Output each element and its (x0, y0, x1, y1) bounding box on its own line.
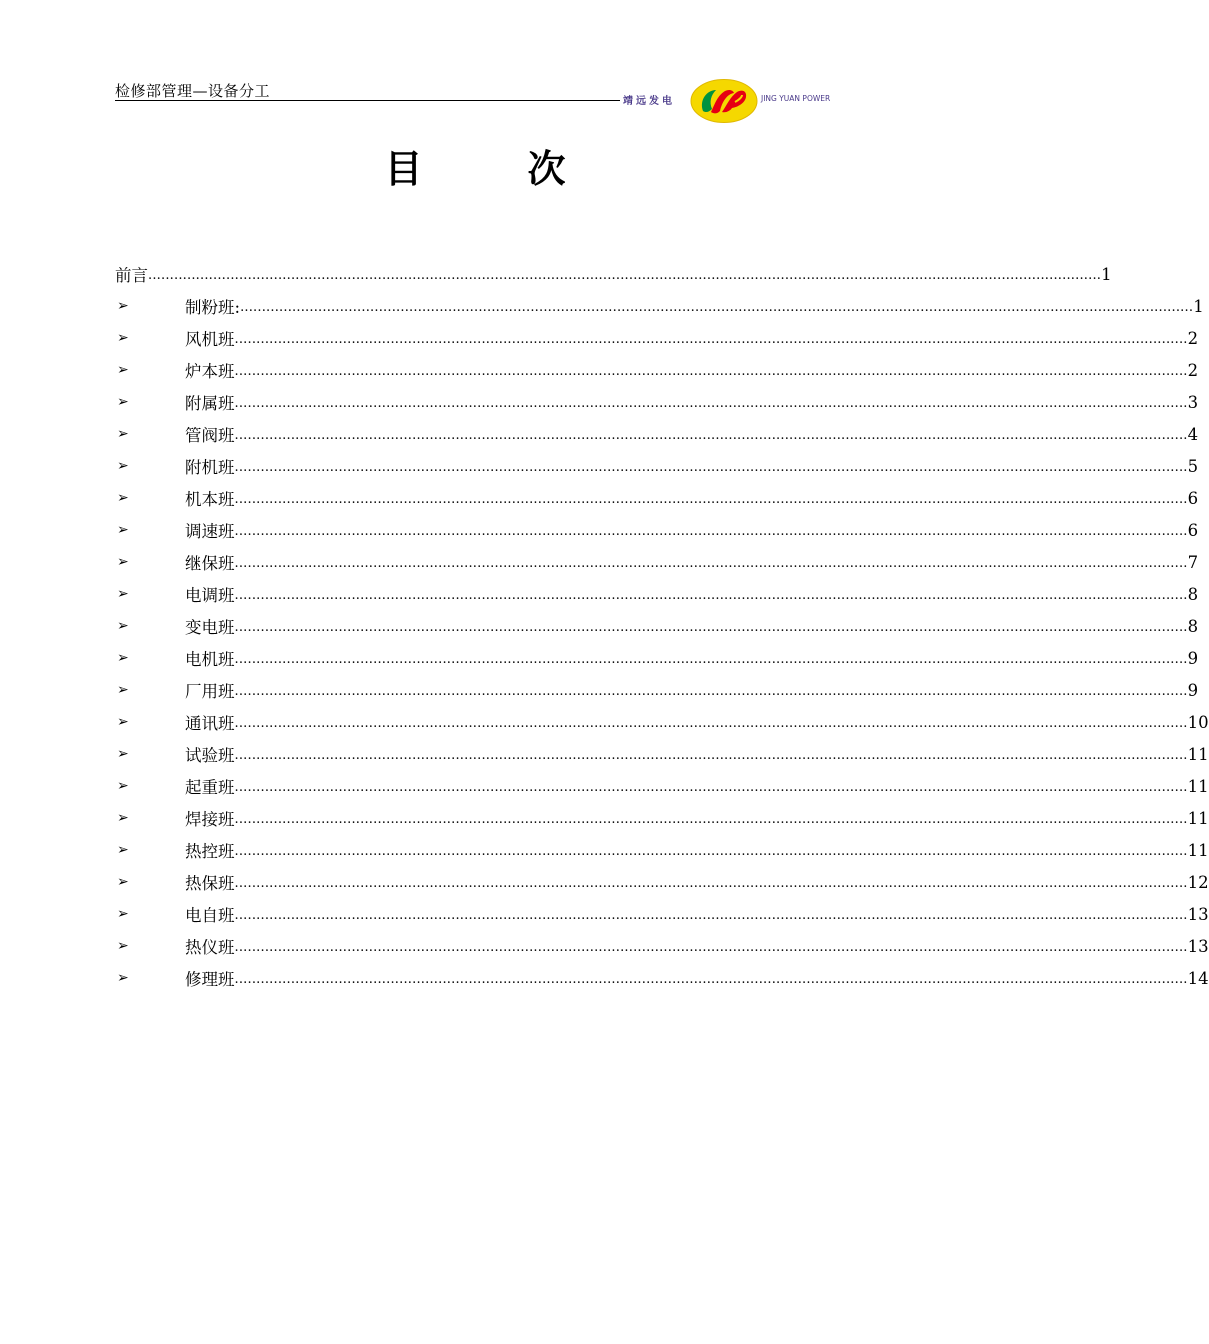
toc-entry-page: 3 (1187, 392, 1199, 412)
toc-entry-label[interactable]: 调速班 (185, 522, 235, 541)
toc-entry-label[interactable]: 热仪班 (185, 938, 235, 957)
bullet-arrow-icon: ➢ (117, 842, 129, 858)
toc-leader-dots: ............................................................................................................................................................................................................................ (234, 363, 1188, 379)
bullet-arrow-icon: ➢ (117, 426, 129, 442)
toc-entry-page: 2 (1187, 328, 1199, 348)
bullet-arrow-icon: ➢ (117, 682, 129, 698)
toc-entry-page: 14 (1187, 968, 1209, 988)
toc-entry-label[interactable]: 起重班 (185, 778, 235, 797)
toc-leader-dots: ............................................................................................................................................................................................................................ (234, 843, 1188, 859)
toc-leader-dots: ............................................................................................................................................................................................................................ (234, 779, 1188, 795)
toc-entry[interactable] (115, 738, 1209, 770)
header-title: 检修部管理—设备分工 (115, 82, 271, 100)
title-char-1: 目 (384, 146, 423, 191)
bullet-arrow-icon: ➢ (117, 522, 129, 538)
toc-entry-label[interactable]: 热保班 (185, 874, 235, 893)
bullet-arrow-icon: ➢ (117, 650, 129, 666)
bullet-arrow-icon: ➢ (117, 394, 129, 410)
toc-leader-dots: ............................................................................................................................................................................................................................ (234, 747, 1188, 763)
toc-entry-label[interactable]: 附机班 (185, 458, 235, 477)
toc-entry-page: 9 (1187, 648, 1199, 668)
toc-entry[interactable] (115, 610, 1199, 642)
bullet-arrow-icon: ➢ (117, 746, 129, 762)
bullet-arrow-icon: ➢ (117, 586, 129, 602)
toc-entry-page: 7 (1187, 552, 1199, 572)
toc-leader-dots: ............................................................................................................................................................................................................................ (234, 907, 1188, 923)
toc-entry[interactable] (115, 386, 1199, 418)
toc-entry[interactable] (115, 706, 1209, 738)
toc-entry-page: 11 (1187, 840, 1209, 860)
company-logo (623, 78, 833, 124)
toc-leader-dots: ............................................................................................................................................................................................................................ (234, 395, 1188, 411)
toc-entry[interactable] (115, 418, 1199, 450)
toc-entry[interactable] (115, 450, 1199, 482)
toc-entry-page: 8 (1187, 616, 1199, 636)
toc-entry[interactable] (115, 898, 1209, 930)
toc-entry[interactable] (115, 354, 1199, 386)
bullet-arrow-icon: ➢ (117, 554, 129, 570)
toc-leader-dots: ............................................................................................................................................................................................................................ (234, 587, 1188, 603)
bullet-arrow-icon: ➢ (117, 714, 129, 730)
toc-entry-label[interactable]: 通讯班 (185, 714, 235, 733)
toc-entry-label[interactable]: 炉本班 (185, 362, 235, 381)
bullet-arrow-icon: ➢ (117, 778, 129, 794)
bullet-arrow-icon: ➢ (117, 458, 129, 474)
toc-entry-page: 4 (1187, 424, 1199, 444)
bullet-arrow-icon: ➢ (117, 810, 129, 826)
page-header (115, 78, 831, 128)
toc-leader-dots: ............................................................................................................................................................................................................................ (234, 619, 1188, 635)
toc-entry[interactable] (115, 322, 1199, 354)
toc-entry[interactable] (115, 770, 1209, 802)
toc-entry-label[interactable]: 制粉班: (185, 298, 241, 317)
toc-leader-dots: ............................................................................................................................................................................................................................ (234, 427, 1188, 443)
toc-entry-page: 9 (1187, 680, 1199, 700)
toc-leader-dots: ............................................................................................................................................................................................................................ (234, 971, 1188, 987)
bullet-arrow-icon: ➢ (117, 490, 129, 506)
toc-entry-label[interactable]: 附属班 (185, 394, 235, 413)
toc-entry-label[interactable]: 电自班 (185, 906, 235, 925)
toc-entry[interactable] (115, 514, 1199, 546)
toc-entry-page: 12 (1187, 872, 1209, 892)
toc-entry-page: 13 (1187, 936, 1209, 956)
toc-entry-preface[interactable] (115, 258, 1112, 290)
toc-entry-label[interactable]: 试验班 (185, 746, 235, 765)
toc-entry-page: 1 (1193, 296, 1204, 316)
toc-entry[interactable] (115, 802, 1209, 834)
toc-entry[interactable] (115, 834, 1209, 866)
toc-entry-label[interactable]: 热控班 (185, 842, 235, 861)
bullet-arrow-icon: ➢ (117, 970, 129, 986)
toc-entry-label[interactable]: 电调班 (185, 586, 235, 605)
toc-entry[interactable] (115, 674, 1199, 706)
bullet-arrow-icon: ➢ (117, 906, 129, 922)
logo-english-name: JING YUAN POWER (761, 94, 831, 103)
toc-entry-label[interactable]: 前言 (115, 266, 148, 285)
header-rule (115, 100, 620, 101)
toc-leader-dots: ............................................................................................................................................................................................................................ (234, 523, 1188, 539)
document-title (0, 138, 950, 193)
toc-entry-label[interactable]: 变电班 (185, 618, 235, 637)
toc-entry-label[interactable]: 管阀班 (185, 426, 235, 445)
toc-entry[interactable] (115, 642, 1199, 674)
toc-entry[interactable] (115, 930, 1209, 962)
toc-entry-label[interactable]: 修理班 (185, 970, 235, 989)
toc-entry-page: 13 (1187, 904, 1209, 924)
toc-entry[interactable] (115, 290, 1204, 322)
toc-entry-page: 2 (1187, 360, 1199, 380)
toc-entry-page: 5 (1187, 456, 1199, 476)
toc-entry-label[interactable]: 厂用班 (185, 682, 235, 701)
bullet-arrow-icon: ➢ (117, 874, 129, 890)
toc-entry[interactable] (115, 578, 1199, 610)
toc-entry-page: 11 (1187, 776, 1209, 796)
toc-leader-dots: ............................................................................................................................................................................................................................ (234, 459, 1188, 475)
toc-leader-dots: ............................................................................................................................................................................................................................ (234, 555, 1188, 571)
toc-entry-label[interactable]: 焊接班 (185, 810, 235, 829)
bullet-arrow-icon: ➢ (117, 618, 129, 634)
toc-leader-dots: ............................................................................................................................................................................................................................ (234, 683, 1188, 699)
toc-leader-dots: ............................................................................................................................................................................................................................ (234, 875, 1188, 891)
toc-entry-label[interactable]: 机本班 (185, 490, 235, 509)
toc-leader-dots: ............................................................................................................................................................................................................................ (234, 715, 1188, 731)
toc-leader-dots: ............................................................................................................................................................................................................................ (234, 651, 1188, 667)
toc-entry[interactable] (115, 546, 1199, 578)
toc-entry[interactable] (115, 962, 1209, 994)
bullet-arrow-icon: ➢ (117, 362, 129, 378)
bullet-arrow-icon: ➢ (117, 938, 129, 954)
toc-entry-page: 11 (1187, 744, 1209, 764)
toc-entry-page: 11 (1187, 808, 1209, 828)
toc-leader-dots: ............................................................................................................................................................................................................................ (234, 491, 1188, 507)
toc-entry-label[interactable]: 风机班 (185, 330, 235, 349)
toc-entry[interactable] (115, 482, 1199, 514)
bullet-arrow-icon: ➢ (117, 330, 129, 346)
toc-leader-dots: ............................................................................................................................................................................................................................ (234, 811, 1188, 827)
toc-entry-page: 6 (1187, 488, 1199, 508)
toc-leader-dots: ............................................................................................................................................................................................................................ (148, 267, 1102, 283)
toc-leader-dots: ............................................................................................................................................................................................................................ (234, 939, 1188, 955)
toc-leader-dots: ............................................................................................................................................................................................................................ (240, 299, 1194, 315)
toc-entry-label[interactable]: 电机班 (185, 650, 235, 669)
table-of-contents (115, 258, 1209, 994)
toc-entry[interactable] (115, 866, 1209, 898)
toc-entry-label[interactable]: 继保班 (185, 554, 235, 573)
title-char-2: 次 (527, 146, 566, 191)
toc-leader-dots: ............................................................................................................................................................................................................................ (234, 331, 1188, 347)
toc-entry-page: 10 (1187, 712, 1209, 732)
logo-emblem-icon (689, 78, 759, 124)
logo-chinese-name: 靖远发电 (623, 96, 675, 107)
toc-entry-page: 6 (1187, 520, 1199, 540)
toc-entry-list (115, 290, 1209, 994)
toc-entry-page: 1 (1101, 264, 1112, 284)
toc-entry-page: 8 (1187, 584, 1199, 604)
bullet-arrow-icon: ➢ (117, 298, 129, 314)
